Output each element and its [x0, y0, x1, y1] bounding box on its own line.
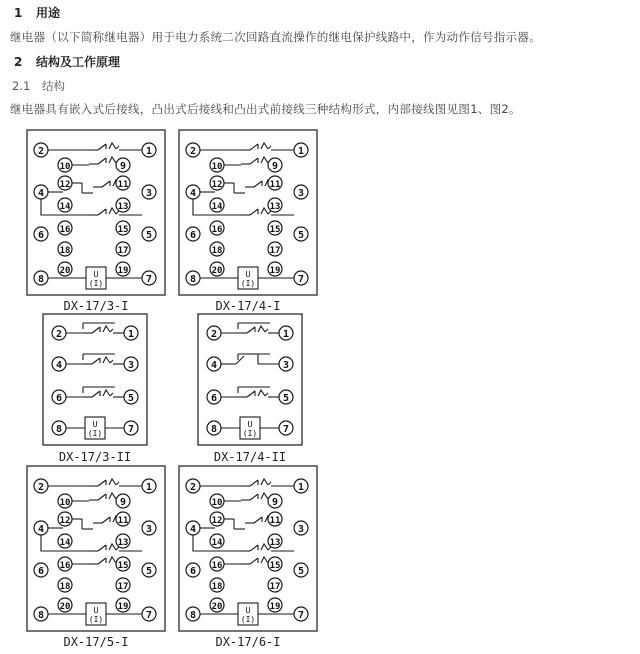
terminal-number: 18 [59, 245, 71, 256]
terminal-number: 9 [119, 160, 127, 172]
terminal-number: 15 [269, 224, 281, 235]
terminal-number: 5 [145, 565, 153, 577]
terminal-number: 5 [145, 229, 153, 241]
wiring-diagram [198, 314, 302, 464]
terminal-number: 20 [211, 265, 223, 276]
coil-label: (I) [88, 279, 104, 288]
section-title: 用途 [36, 6, 61, 20]
terminal-number: 6 [37, 229, 45, 241]
terminal-number: 16 [59, 560, 71, 571]
coil-label: U [93, 606, 99, 615]
terminal-number: 6 [55, 392, 63, 404]
terminal-number: 12 [211, 515, 223, 526]
terminal-number: 7 [145, 609, 153, 621]
terminal-number: 5 [127, 392, 135, 404]
diagram-caption: DX-17/3-I [63, 299, 129, 313]
terminal-number: 3 [282, 359, 290, 371]
terminal-number: 10 [211, 497, 223, 508]
coil-label: U [245, 606, 251, 615]
terminal-number: 2 [55, 328, 63, 340]
terminal-number: 14 [59, 201, 71, 212]
terminal-number: 3 [297, 523, 305, 535]
terminal-number: 2 [189, 481, 197, 493]
terminal-number: 10 [59, 497, 71, 508]
terminal-number: 19 [269, 265, 281, 276]
terminal-number: 1 [145, 145, 153, 157]
terminal-number: 3 [127, 359, 135, 371]
terminal-number: 18 [59, 581, 71, 592]
terminal-number: 1 [145, 481, 153, 493]
terminal-number: 9 [271, 160, 279, 172]
terminal-number: 17 [269, 245, 281, 256]
terminal-number: 1 [297, 481, 305, 493]
diagram-caption: DX-17/3-II [58, 450, 132, 464]
terminal-number: 15 [117, 560, 129, 571]
wiring-diagram [27, 130, 165, 313]
terminal-number: 7 [127, 423, 135, 435]
terminal-number: 10 [211, 161, 223, 172]
coil-label: (I) [88, 615, 104, 624]
terminal-number: 11 [269, 515, 281, 526]
wiring-diagram [27, 466, 165, 649]
terminal-number: 15 [117, 224, 129, 235]
terminal-number: 13 [117, 201, 129, 212]
terminal-number: 17 [269, 581, 281, 592]
terminal-number: 9 [119, 496, 127, 508]
terminal-number: 11 [117, 515, 129, 526]
usage-paragraph: 继电器（以下简称继电器）用于电力系统二次回路直流操作的继电保护线路中，作为动作信号指示器。 [10, 30, 541, 44]
terminal-number: 15 [269, 560, 281, 571]
terminal-number: 8 [37, 609, 45, 621]
terminal-number: 19 [117, 601, 129, 612]
terminal-number: 16 [211, 224, 223, 235]
terminal-number: 4 [189, 187, 197, 199]
terminal-number: 8 [37, 273, 45, 285]
terminal-number: 12 [59, 515, 71, 526]
terminal-number: 7 [297, 273, 305, 285]
terminal-number: 4 [189, 523, 197, 535]
terminal-number: 6 [189, 565, 197, 577]
terminal-number: 6 [210, 392, 218, 404]
terminal-number: 14 [59, 537, 71, 548]
terminal-number: 1 [127, 328, 135, 340]
coil-label: (I) [240, 615, 256, 624]
diagram-caption: DX-17/4-II [213, 450, 287, 464]
terminal-number: 13 [269, 201, 281, 212]
terminal-number: 7 [145, 273, 153, 285]
terminal-number: 1 [282, 328, 290, 340]
coil-label: (I) [242, 429, 258, 438]
terminal-number: 20 [59, 601, 71, 612]
terminal-number: 1 [297, 145, 305, 157]
coil-label: (I) [87, 429, 103, 438]
coil-label: U [92, 420, 98, 429]
terminal-number: 3 [145, 523, 153, 535]
terminal-number: 7 [282, 423, 290, 435]
terminal-number: 19 [117, 265, 129, 276]
terminal-number: 13 [117, 537, 129, 548]
section-title: 结构 [42, 79, 65, 93]
terminal-number: 8 [210, 423, 218, 435]
diagram-caption: DX-17/5-I [63, 635, 129, 649]
structure-paragraph: 继电器具有嵌入式后接线，凸出式后接线和凸出式前接线三种结构形式，内部接线图见图1、图2。 [10, 102, 521, 116]
coil-label: (I) [240, 279, 256, 288]
terminal-number: 20 [211, 601, 223, 612]
terminal-number: 4 [210, 359, 218, 371]
terminal-number: 4 [55, 359, 63, 371]
section-title: 结构及工作原理 [36, 55, 121, 69]
terminal-number: 3 [297, 187, 305, 199]
terminal-number: 11 [117, 179, 129, 190]
terminal-number: 4 [37, 187, 45, 199]
terminal-number: 8 [189, 273, 197, 285]
terminal-number: 14 [211, 201, 223, 212]
terminal-number: 13 [269, 537, 281, 548]
terminal-number: 19 [269, 601, 281, 612]
terminal-number: 3 [145, 187, 153, 199]
diagram-caption: DX-17/6-I [215, 635, 281, 649]
wiring-diagram [43, 314, 147, 464]
terminal-number: 5 [282, 392, 290, 404]
coil-label: U [93, 270, 99, 279]
terminal-number: 14 [211, 537, 223, 548]
terminal-number: 4 [37, 523, 45, 535]
terminal-number: 5 [297, 565, 305, 577]
terminal-number: 2 [189, 145, 197, 157]
terminal-number: 6 [37, 565, 45, 577]
terminal-number: 17 [117, 581, 129, 592]
terminal-number: 18 [211, 581, 223, 592]
diagram-caption: DX-17/4-I [215, 299, 281, 313]
section-number: 2.1 [12, 79, 31, 93]
terminal-number: 2 [37, 145, 45, 157]
terminal-number: 2 [210, 328, 218, 340]
section-number: 2 [14, 55, 23, 69]
terminal-number: 9 [271, 496, 279, 508]
section-number: 1 [14, 6, 23, 20]
terminal-number: 6 [189, 229, 197, 241]
terminal-number: 20 [59, 265, 71, 276]
terminal-number: 16 [211, 560, 223, 571]
terminal-number: 8 [55, 423, 63, 435]
terminal-number: 10 [59, 161, 71, 172]
terminal-number: 12 [59, 179, 71, 190]
terminal-number: 2 [37, 481, 45, 493]
terminal-number: 8 [189, 609, 197, 621]
coil-label: U [247, 420, 253, 429]
coil-label: U [245, 270, 251, 279]
terminal-number: 7 [297, 609, 305, 621]
terminal-number: 12 [211, 179, 223, 190]
terminal-number: 5 [297, 229, 305, 241]
wiring-diagram [179, 130, 317, 313]
terminal-number: 18 [211, 245, 223, 256]
wiring-diagram [179, 466, 317, 649]
terminal-number: 16 [59, 224, 71, 235]
terminal-number: 11 [269, 179, 281, 190]
terminal-number: 17 [117, 245, 129, 256]
